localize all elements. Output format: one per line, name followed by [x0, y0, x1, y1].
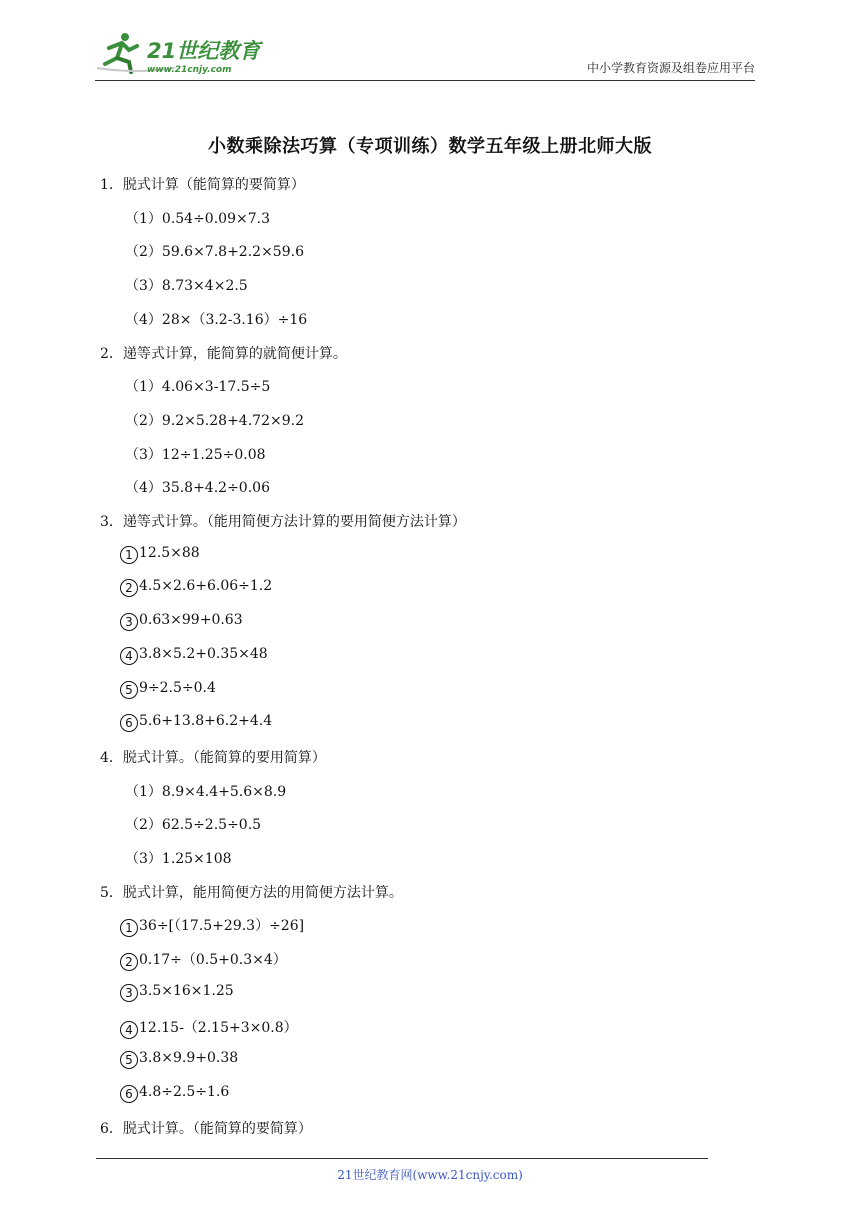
- question-4-item-2: （2）62.5÷2.5÷0.5: [125, 817, 262, 834]
- question-1: 1．脱式计算（能简算的要简算）: [100, 177, 305, 193]
- question-3-item-6: [120, 713, 272, 732]
- question-2-item-2: （2）9.2×5.28+4.72×9.2: [125, 412, 304, 429]
- question-3-item-2: [120, 578, 272, 597]
- circled-number: 1: [120, 546, 138, 564]
- question-1-item-1: （1）0.54÷0.09×7.3: [125, 210, 270, 227]
- question-5-item-6: [120, 1084, 229, 1103]
- expression-text: 0.17÷（0.5+0.3×4）: [139, 952, 287, 969]
- logo-21cnjy: [95, 28, 270, 76]
- question-1-item-4: （4）28×（3.2-3.16）÷16: [125, 311, 308, 328]
- question-4-item-1: （1）8.9×4.4+5.6×8.9: [125, 783, 287, 800]
- expression-text: 12.15-（2.15+3×0.8）: [139, 1019, 298, 1036]
- question-5-item-3: [120, 983, 234, 1002]
- expression-text: 3.5×16×1.25: [139, 982, 234, 999]
- circled-number: 4: [120, 1021, 138, 1039]
- circled-number: 4: [120, 647, 138, 665]
- question-1-item-3: （3）8.73×4×2.5: [125, 278, 248, 295]
- circled-number: 5: [120, 1051, 138, 1069]
- expression-text: 3.8×9.9+0.38: [139, 1050, 239, 1067]
- logo-url: www.21cnjy.com: [147, 65, 232, 75]
- circled-number: 2: [120, 953, 138, 971]
- expression-text: 4.8÷2.5÷1.6: [139, 1083, 230, 1100]
- question-2-item-4: （4）35.8+4.2÷0.06: [125, 480, 270, 497]
- expression-text: 3.8×5.2+0.35×48: [139, 645, 268, 662]
- circled-number: 3: [120, 613, 138, 631]
- question-3-item-3: [120, 612, 243, 631]
- circled-number: 2: [120, 579, 138, 597]
- circled-number: 3: [120, 984, 138, 1002]
- question-4: 4．脱式计算。（能简算的要用简算）: [100, 749, 326, 766]
- question-3-item-4: [120, 646, 268, 665]
- footer-divider: [96, 1158, 708, 1159]
- question-3: 3．递等式计算。（能用简便方法计算的要用简便方法计算）: [100, 514, 466, 530]
- question-5-item-4: [120, 1017, 298, 1039]
- expression-text: 12.5×88: [139, 544, 200, 561]
- expression-text: 36÷[（17.5+29.3）÷26]: [139, 918, 305, 935]
- circled-number: 5: [120, 681, 138, 699]
- circled-number: 6: [120, 714, 138, 732]
- circled-number: 1: [120, 919, 138, 937]
- question-3-item-5: [120, 680, 216, 699]
- header-platform-text: 中小学教育资源及组卷应用平台: [586, 61, 755, 75]
- logo-text: 21世纪教育: [147, 39, 261, 63]
- expression-text: 5.6+13.8+6.2+4.4: [139, 713, 273, 730]
- question-5: 5．脱式计算，能用简便方法的用简便方法计算。: [100, 884, 403, 901]
- question-2: 2．递等式计算，能简算的就简便计算。: [100, 345, 347, 362]
- expression-text: 9÷2.5÷0.4: [139, 679, 216, 696]
- question-5-item-2: [120, 949, 287, 971]
- question-6: 6．脱式计算。（能简算的要简算）: [100, 1120, 312, 1137]
- question-2-item-3: （3）12÷1.25÷0.08: [125, 446, 266, 463]
- question-1-item-2: （2）59.6×7.8+2.2×59.6: [125, 244, 304, 261]
- question-5-item-1: [120, 915, 304, 937]
- question-4-item-3: （3）1.25×108: [125, 851, 232, 867]
- circled-number: 6: [120, 1085, 138, 1103]
- question-2-item-1: （1）4.06×3-17.5÷5: [125, 379, 271, 396]
- expression-text: 0.63×99+0.63: [139, 612, 243, 629]
- page-title: 小数乘除法巧算（专项训练）数学五年级上册北师大版: [208, 136, 652, 157]
- question-3-item-1: [120, 545, 200, 564]
- question-5-item-5: [120, 1050, 238, 1069]
- footer-text: 21世纪教育网(www.21cnjy.com): [337, 1168, 523, 1182]
- expression-text: 4.5×2.6+6.06÷1.2: [139, 578, 273, 595]
- page-header: [95, 28, 755, 81]
